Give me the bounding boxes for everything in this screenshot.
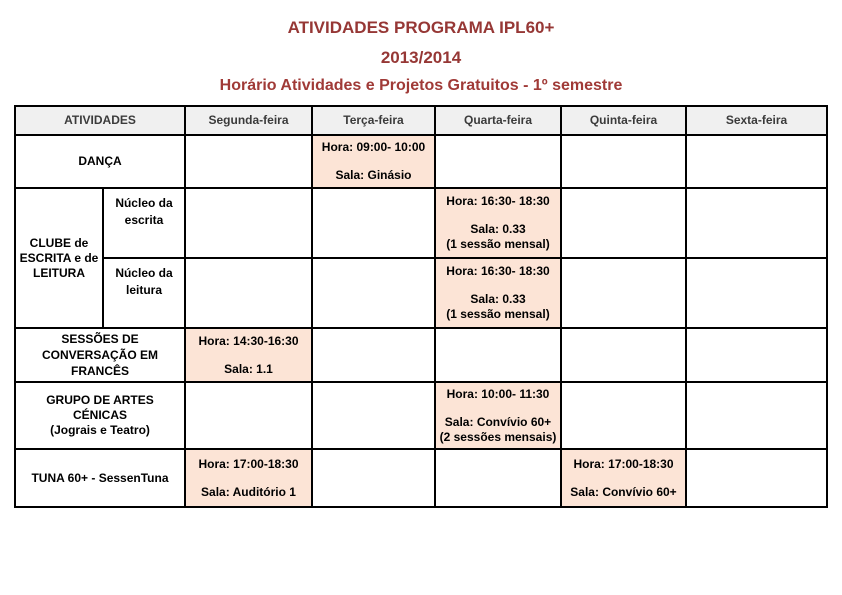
page-title: ATIVIDADES PROGRAMA IPL60+ (287, 18, 555, 37)
cell-sessoes-quarta (435, 328, 561, 382)
cell-danca-quarta (435, 135, 561, 188)
cell-tuna-terca (312, 449, 435, 507)
slot-sala: Sala: Convívio 60+ (570, 484, 677, 499)
cell-danca-quinta (561, 135, 686, 188)
table-header-row (15, 106, 827, 135)
cell-tuna-quarta (435, 449, 561, 507)
column-header-segunda: Segunda-feira (185, 106, 312, 135)
cell-escrita-terca (312, 188, 435, 258)
slot-sala: Sala: Convívio 60+ (444, 414, 552, 429)
slot-hora: Hora: 17:00-18:30 (198, 456, 299, 471)
cell-grupo-sexta (686, 382, 827, 449)
page-year: 2013/2014 (380, 48, 462, 67)
cell-tuna-segunda (185, 449, 312, 507)
cell-grupo-quinta (561, 382, 686, 449)
row-grupo (15, 382, 827, 449)
cell-escrita-sexta (686, 188, 827, 258)
page-subtitle: Horário Atividades e Projetos Gratuitos - 1º semestre (219, 77, 623, 94)
cell-sessoes-quinta (561, 328, 686, 382)
row-clube-escrita (15, 188, 827, 258)
activity-nucleo-escrita: Núcleo da escrita (103, 188, 185, 258)
schedule-table (14, 105, 828, 508)
column-header-terca: Terça-feira (312, 106, 435, 135)
slot-hora: Hora: 17:00-18:30 (573, 456, 674, 471)
column-header-quinta: Quinta-feira (561, 106, 686, 135)
activity-danca: DANÇA (15, 135, 185, 188)
row-clube-leitura (15, 258, 827, 328)
cell-escrita-quarta (435, 188, 561, 258)
cell-danca-sexta (686, 135, 827, 188)
cell-tuna-sexta (686, 449, 827, 507)
slot-sala: Sala: 1.1 (224, 361, 273, 376)
cell-leitura-sexta (686, 258, 827, 328)
cell-leitura-terca (312, 258, 435, 328)
row-danca (15, 135, 827, 188)
cell-grupo-segunda (185, 382, 312, 449)
cell-danca-segunda (185, 135, 312, 188)
column-header-quarta: Quarta-feira (435, 106, 561, 135)
document-header (0, 0, 842, 96)
activity-sessoes-label: SESSÕES DE CONVERSAÇÃO EM FRANCÊS (41, 332, 158, 378)
cell-sessoes-sexta (686, 328, 827, 382)
row-tuna (15, 449, 827, 507)
slot-sala: Sala: Auditório 1 (201, 484, 296, 499)
slot-hora: Hora: 10:00- 11:30 (446, 386, 550, 401)
slot-hora: Hora: 14:30-16:30 (198, 333, 299, 348)
slot-nota: (1 sessão mensal) (446, 237, 550, 251)
slot-nota: (1 sessão mensal) (446, 307, 550, 321)
activity-sessoes (15, 328, 185, 382)
cell-escrita-segunda (185, 188, 312, 258)
slot-sala: Sala: Ginásio (335, 168, 412, 182)
activity-grupo-name: GRUPO DE ARTES CÉNICAS (46, 393, 154, 422)
activity-tuna: TUNA 60+ - SessenTuna (15, 449, 185, 507)
cell-grupo-quarta (435, 382, 561, 449)
cell-sessoes-segunda (185, 328, 312, 382)
slot-hora: Hora: 09:00- 10:00 (321, 140, 426, 154)
cell-leitura-quarta (435, 258, 561, 328)
cell-leitura-segunda (185, 258, 312, 328)
cell-tuna-quinta (561, 449, 686, 507)
cell-grupo-terca (312, 382, 435, 449)
slot-hora: Hora: 16:30- 18:30 (446, 194, 550, 208)
cell-sessoes-terca (312, 328, 435, 382)
slot-hora: Hora: 16:30- 18:30 (446, 264, 550, 278)
slot-sala: Sala: 0.33 (470, 222, 526, 236)
slot-sala: Sala: 0.33 (470, 292, 526, 306)
row-sessoes (15, 328, 827, 382)
activity-grupo (15, 382, 185, 449)
cell-escrita-quinta (561, 188, 686, 258)
activity-nucleo-leitura: Núcleo da leitura (103, 258, 185, 328)
cell-danca-terca (312, 135, 435, 188)
column-header-sexta: Sexta-feira (686, 106, 827, 135)
cell-leitura-quinta (561, 258, 686, 328)
activity-grupo-subname: (Jograis e Teatro) (50, 423, 150, 437)
column-header-atividades: ATIVIDADES (15, 106, 185, 135)
slot-nota: (2 sessões mensais) (439, 429, 557, 444)
activity-clube: CLUBE de ESCRITA e de LEITURA (15, 188, 103, 328)
